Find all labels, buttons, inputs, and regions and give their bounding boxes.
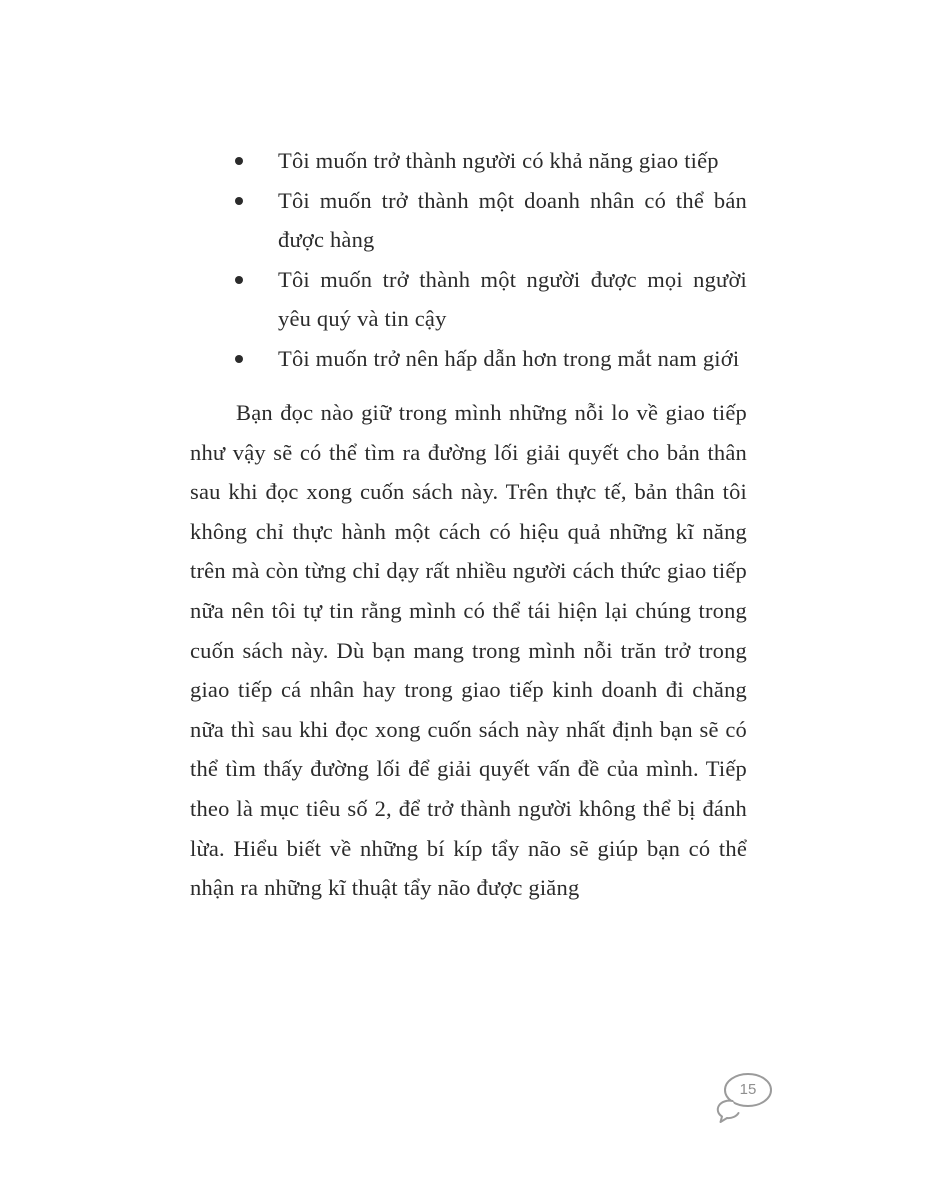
page-content [190, 141, 747, 908]
bullet-icon [235, 276, 243, 284]
bullet-icon [235, 197, 243, 205]
page-number: 15 [739, 1081, 757, 1098]
bullet-icon [235, 355, 243, 363]
list-item [190, 260, 747, 339]
body-paragraph: Bạn đọc nào giữ trong mình những nỗi lo về giao tiếp như vậy sẽ có thể tìm ra đường lối giải quyết cho bản thân sau khi đọc xong cuốn sách này. Trên thực tế, bản thân tôi không chỉ thực hành một cách có hiệu quả những kĩ năng trên mà còn từng chỉ dạy rất nhiều người cách thức giao tiếp nữa nên tôi tự tin rằng mình có thể tái hiện lại chúng trong cuốn sách này. Dù bạn mang trong mình nỗi trăn trở trong giao tiếp cá nhân hay trong giao tiếp kinh doanh đi chăng nữa thì sau khi đọc xong cuốn sách này nhất định bạn sẽ có thể tìm thấy đường lối để giải quyết vấn đề của mình. Tiếp theo là mục tiêu số 2, để trở thành người không thể bị đánh lừa. Hiểu biết về những bí kíp tẩy não sẽ giúp bạn có thể nhận ra những kĩ thuật tẩy não được giăng [190, 400, 747, 901]
list-item [190, 339, 747, 379]
bullet-text: Tôi muốn trở thành một doanh nhân có thể bán được hàng [278, 187, 747, 252]
list-item [190, 141, 747, 181]
bullet-text: Tôi muốn trở thành người có khả năng giao tiếp [278, 148, 719, 173]
bullet-text: Tôi muốn trở nên hấp dẫn hơn trong mắt nam giới [278, 345, 740, 371]
bullet-list [190, 141, 747, 378]
bullet-text: Tôi muốn trở thành một người được mọi người yêu quý và tin cậy [278, 266, 747, 331]
list-item [190, 181, 747, 260]
page-number-badge [708, 1070, 774, 1124]
bullet-icon [235, 157, 243, 165]
